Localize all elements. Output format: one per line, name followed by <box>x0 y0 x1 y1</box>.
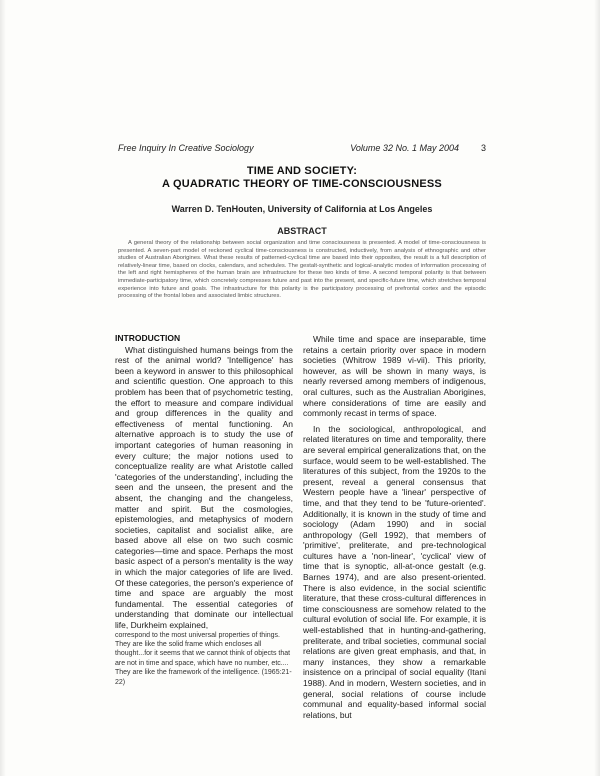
right-paragraph-1: While time and space are inseparable, time retains a certain priority over space in modern societies (Whitrow 1989 vi-vii). This priority, however, as will be shown in many ways, is nearly reversed among members of indigenous, oral cultures, such as the Australian Aborigines, where considerations of time are easily and commonly recast in terms of space. <box>303 334 486 419</box>
running-head <box>118 143 486 153</box>
durkheim-quote: correspond to the most universal properties of things. They are like the solid frame which encloses all thought...for it seems that we cannot think of objects that are not in time and space, which have no number, etc.... They are like the framework of the intelligence. (1965:21-22) <box>115 631 292 686</box>
volume-issue: Volume 32 No. 1 May 2004 <box>350 143 459 153</box>
right-paragraph-2: In the sociological, anthropological, and related literatures on time and temporality, there are several empirical generalizations that, on the surface, would seem to be well-established. The literatures of this subject, from the 1920s to the present, reveal a general consensus that Western people have a 'linear' perspective of time, and that they tend to be 'future-oriented'. Additionally, it is known in the study of time and sociology (Adam 1990) and in social anthropology (Gell 1992), that members of 'primitive', preliterate, and pre-technological cultures have a 'non-linear', 'cyclical' view of time that is synoptic, all-at-once gestalt (e.g. Barnes 1974), and are also present-oriented. There is also evidence, in the social scientific literature, that these cross-cultural differences in time consciousness are somehow related to the cultural evolution of social life. For example, it is well-established that in hunting-and-gathering, preliterate, and tribal societies, communal social relations are given great emphasis, and that, in many instances, they show a remarkable insistence on a principal of social equality (Itani 1988). And in modern, Western societies, and in general, social relations of course include communal and equality-based informal social relations, but <box>303 423 486 720</box>
scan-edge-left <box>0 0 6 776</box>
intro-paragraph: What distinguished humans beings from the rest of the animal world? 'Intelligence' has been a keyword in answer to this philosophical and scientific question. One approach to this problem has been that of psychometric testing, the effort to measure and compare individual and group differences in the quality and effectiveness of mental functioning. An alternative approach is to study the use of important categories of human reasoning in every culture; the major notions used to conceptualize reality are what Aristotle called 'categories of the understanding', including the seen and the unseen, the present and the absent, the changing and the changeless, matter and spirit. But the cosmologies, epistemologies, and metaphysics of modern societies, capitalist and socialist alike, are based above all else on two such cosmic categories—time and space. Perhaps the most basic aspect of a person's mentality is the way in which the major categories of life are lived. Of these categories, the person's experience of time and space are arguably the most fundamental. The essential categories of understanding that dominate our intellectual life, Durkheim explained, <box>115 344 293 631</box>
journal-name: Free Inquiry In Creative Sociology <box>118 143 254 153</box>
page-number: 3 <box>480 143 486 153</box>
left-column <box>115 333 293 687</box>
abstract-text: A general theory of the relationship between social organization and time consciousness is presented. A model of time-consciousness is presented. A seven-part model of reckoned cyclical time-consciousness is constructed, inductively, from analysis of ethnographic and other studies of Australian Aborigines. What these results of patterned-cyclical time are based into their opposites, the result is a full description of relatively-linear time, based on clocks, calendars, and schedules. The gestalt-synthetic and logical-analytic modes of information processing of the left and right hemispheres of the human brain are infrastructure for these two kinds of time. A second temporal polarity is that between immediate-participatory time, which concretely compresses future and past into the present, and specific-future time, which stretches temporal experience into future and goals. The infrastructure for this polarity is the participatory processing of prefrontal cortex and the episodic processing of the frontal lobes and associated limbic structures. <box>118 240 486 300</box>
scan-edge-right <box>594 0 600 776</box>
title-line-2: A QUADRATIC THEORY OF TIME-CONSCIOUSNESS <box>162 178 442 190</box>
right-column <box>303 334 486 720</box>
section-heading-introduction: INTRODUCTION <box>115 333 181 343</box>
abstract-heading: ABSTRACT <box>277 226 327 236</box>
title-line-1: TIME AND SOCIETY: <box>246 165 358 177</box>
author-affiliation: Warren D. TenHouten, University of California at Los Angeles <box>171 204 433 214</box>
title-block <box>118 165 486 236</box>
